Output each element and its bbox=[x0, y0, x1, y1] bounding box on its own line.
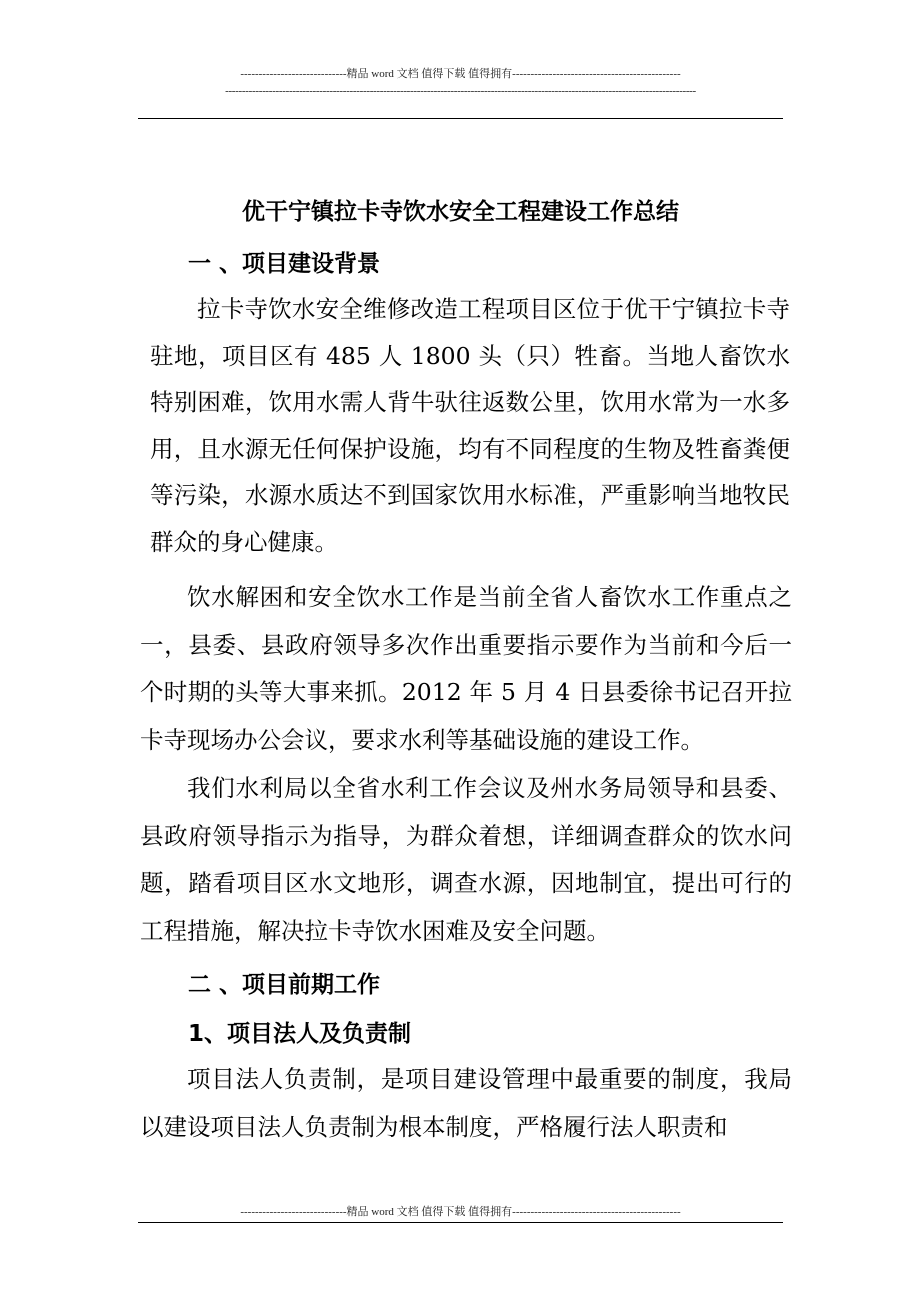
header-dash-line: -------------------------------------------------------------------------------------------------------------------------------------------- bbox=[225, 85, 696, 97]
paragraph-priority: 饮水解困和安全饮水工作是当前全省人畜饮水工作重点之一，县委、县政府领导多次作出重要指示要作为当前和今后一个时期的头等大事来抓。2012 年 5 月 4 日县委徐书记召开拉卡寺现场办公会议，要求水利等基础设施的建设工作。 bbox=[140, 583, 792, 754]
paragraph-legal-person: 项目法人负责制，是项目建设管理中最重要的制度，我局以建设项目法人负责制为根本制度，严格履行法人职责和 bbox=[140, 1065, 792, 1141]
paragraph-background: 拉卡寺饮水安全维修改造工程项目区位于优干宁镇拉卡寺驻地，项目区有 485 人 1800 头（只）牲畜。当地人畜饮水特别困难，饮用水需人背牛驮往返数公里，饮用水常为一水多用，且水源无任何保护设施，均有不同程度的生物及牲畜粪便等污染，水源水质达不到国家饮用水标准，严重影响当地牧民群众的身心健康。 bbox=[150, 295, 790, 556]
section-heading-background: 一 、项目建设背景 bbox=[188, 251, 381, 277]
document-title: 优干宁镇拉卡寺饮水安全工程建设工作总结 bbox=[242, 199, 679, 225]
page-header bbox=[138, 66, 783, 100]
footer-rule bbox=[138, 1222, 783, 1223]
section-heading-preliminary-work: 二 、项目前期工作 bbox=[188, 972, 381, 998]
header-rule bbox=[138, 118, 783, 119]
paragraph-water-bureau: 我们水利局以全省水利工作会议及州水务局领导和县委、县政府领导指示为指导，为群众着想，详细调查群众的饮水问题，踏看项目区水文地形，调查水源，因地制宜，提出可行的工程措施，解决拉卡寺饮水困难及安全问题。 bbox=[140, 774, 792, 945]
subsection-heading-legal-person: 1、项目法人及负责制 bbox=[188, 1021, 412, 1047]
header-text: -----------------------------精品 word 文档 值得下载 值得拥有---------------------------------------------- bbox=[240, 68, 681, 80]
page-footer: -----------------------------精品 word 文档 值得下载 值得拥有---------------------------------------------- bbox=[240, 1206, 681, 1218]
